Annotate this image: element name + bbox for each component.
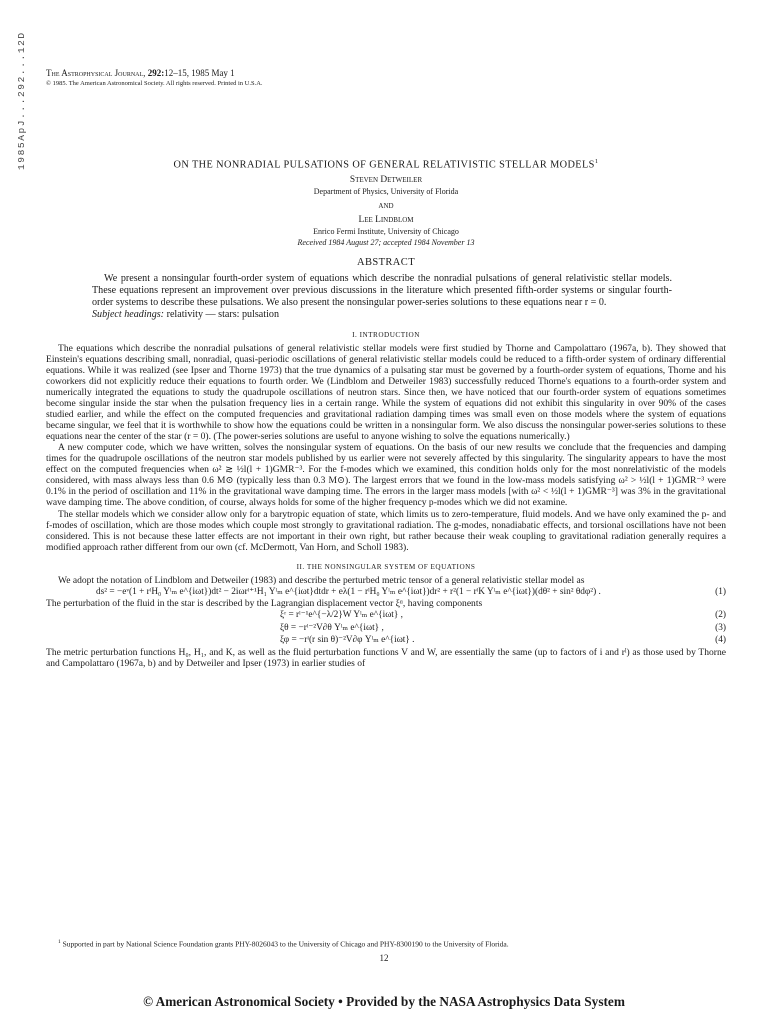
section-2-paragraph-1: We adopt the notation of Lindblom and Detweiler (1983) and describe the perturbed metric tensor of a general relativistic stellar model as [58, 574, 585, 586]
equation-2-number: (2) [715, 610, 726, 621]
section-2-heading: II. THE NONSINGULAR SYSTEM OF EQUATIONS [296, 562, 476, 571]
author-2-affiliation: Enrico Fermi Institute, University of Chicago [313, 227, 459, 237]
section-2-body-end [46, 647, 726, 669]
ads-footer: © American Astronomical Society • Provided by the NASA Astrophysics Data System [143, 994, 625, 1009]
copyright-line: © 1985. The American Astronomical Society. All rights reserved. Printed in U.S.A. [46, 80, 263, 87]
footnote-text: Supported in part by National Science Foundation grants PHY-8026043 to the University of Chicago and PHY-8300190 to the University of Florida. [62, 939, 509, 949]
equation-2-expression: ξʳ = rˡ⁻¹e^{−λ/2}W Yˡₘ e^{iωt} , [280, 610, 404, 621]
equation-1-expression: ds² = −eᵛ(1 + rˡH₀ Yˡₘ e^{iωt})dt² − 2iωrˡ⁺¹H₁ Yˡₘ e^{iωt}dtdr + eλ(1 − rˡH₀ Yˡₘ e^{iωt})dr² + r²(1 − rˡK Yˡₘ e^{iωt})(dθ² + sin² θdφ²) . [96, 586, 601, 597]
subject-headings-label: Subject headings: [92, 309, 165, 321]
equation-3-expression: ξθ = −rˡ⁻²V∂θ Yˡₘ e^{iωt} , [280, 622, 384, 633]
footnote-mark: 1 [58, 939, 61, 945]
author-1-affiliation: Department of Physics, University of Florida [313, 187, 459, 197]
and-separator: AND [378, 202, 394, 211]
equation-4 [46, 634, 726, 647]
equation-4-expression: ξφ = −rˡ(r sin θ)⁻²V∂φ Yˡₘ e^{iωt} . [280, 635, 415, 646]
section-1-paragraph-3: The stellar models which we consider allow only for a barytropic equation of state, which limits us to zero-temperature, fluid models. And we have only examined the p- and f-modes of oscillation, which are those modes which couple most strongly to gravitational radiation. The g-modes, nonadiabatic effects, and torsional oscillations have not been considered. This is not because these latter effects are not important in their own right, but rather because their weak coupling to gravitational radiation generally requires a modified approach rather different from our own (cf. McDermott, Van Horn, and Scholl 1983). [46, 508, 726, 553]
equation-2 [46, 609, 726, 622]
received-dates: Received 1984 August 27; accepted 1984 November 13 [297, 238, 475, 248]
equation-4-number: (4) [715, 635, 726, 646]
paper-title-text: ON THE NONRADIAL PULSATIONS OF GENERAL RELATIVISTIC STELLAR MODELS [173, 159, 595, 171]
journal-header [46, 68, 726, 88]
abstract [92, 273, 672, 320]
journal-name: The Astrophysical Journal, [46, 68, 146, 78]
abstract-heading: ABSTRACT [356, 257, 416, 269]
section-1-paragraph-2: A new computer code, which we have written, solves the nonsingular system of equations. On the basis of our new results we conclude that the frequencies and damping times for the quadrupole oscillations of the neutron star models published by us earlier were not severely affected by this singularity. The singularity appears to have the most effect on the computed frequencies when ω² ≳ ½l(l + 1)GMR⁻³. For the f-modes which we examined, this condition holds only for the most nonrelativistic of the models considered, with mass always less than 0.6 M⊙ (typically less than 0.3 M⊙). The largest errors that we found in the low-mass models satisfying ω² > ½l(l + 1)GMR⁻³ were 0.1% in the period of oscillation and 11% in the gravitational wave damping time. The errors in the larger mass models [with ω² < ½l(l + 1)GMR⁻³] was 3% in the gravitational wave damping time. The above condition, of course, always holds for some of the higher frequency p-modes which we did not examine. [46, 442, 726, 509]
section-2-paragraph-2: The perturbation of the fluid in the star is described by the Lagrangian displacement vector ξᵅ, having components [46, 598, 483, 610]
author-1-name: Steven Detweiler [349, 175, 423, 186]
section-1-body [46, 343, 726, 553]
author-2-name: Lee Lindblom [358, 215, 414, 226]
section-2-paragraph-3: The metric perturbation functions H₀, H₁, and K, as well as the fluid perturbation functions V and W, are essentially the same (up to factors of i and rˡ) as those used by Thorne and Campolattaro (1967a, b) and by Detweiler and Ipser (1973) in earlier studies of [46, 646, 726, 669]
title-footnote-mark: 1 [594, 158, 599, 165]
abstract-text: We present a nonsingular fourth-order system of equations which describe the nonradial pulsations of general relativistic stellar models. These equations represent an improvement over previous discussions in the literature which presented fifth-order systems or singular fourth-order systems to describe these pulsations. We also present the nonsingular power-series solutions to these equations near r = 0. [92, 273, 672, 308]
journal-pages-date: 12–15, 1985 May 1 [164, 68, 235, 78]
journal-volume: 292: [147, 68, 165, 78]
equation-1 [46, 586, 726, 599]
section-1-paragraph-1: The equations which describe the nonradial pulsations of general relativistic stellar models were first studied by Thorne and Campolattaro (1967a, b). They showed that Einstein's equations describing small, nonradial, quasi-periodic oscillations of general relativistic stellar models could be reduced to a fifth-order system of ordinary differential equations. While it was realized (see Ipser and Thorne 1973) that the true dynamics of a pulsating star must be governed by a fourth-order system of equations, Thorne and his coworkers did not explicitly reduce their equations to fourth order. We (Lindblom and Detweiler 1983) successfully reduced Thorne's equations to a fourth-order system and numerically integrated the equations to study the quadrupole oscillations of neutron stars. Since then, we have noticed that our fourth-order system of equations sometimes become singular inside the star when the pulsation frequency lies in a certain range. While the system of equations did not exhibit this singularity in over 90% of the cases studied earlier, and while the effect on the computed frequencies and gravitational radiation damping times was small even on those models where the system of equations became singular, we feel that it is worthwhile to show how the equations could be written in a nonsingular form. We also discuss the nonsingular power-series solutions to these equations near the center of the star (r = 0). (The power-series solutions are useful to anyone wishing to solve the equations numerically.) [46, 342, 726, 443]
subject-headings [92, 309, 672, 321]
bibcode-margin: 1985ApJ...292...12D [16, 31, 27, 170]
paper-title [46, 155, 726, 172]
footnote [46, 937, 726, 950]
section-2-body [46, 575, 726, 586]
equation-1-number: (1) [715, 586, 726, 597]
section-1-heading: I. INTRODUCTION [352, 330, 420, 339]
journal-citation [46, 68, 726, 79]
equation-3-number: (3) [715, 622, 726, 633]
section-2-body-cont [46, 598, 726, 609]
equation-3 [46, 622, 726, 635]
subject-headings-text: relativity — stars: pulsation [166, 309, 279, 321]
page-number: 12 [379, 953, 389, 963]
article-body [46, 155, 726, 669]
